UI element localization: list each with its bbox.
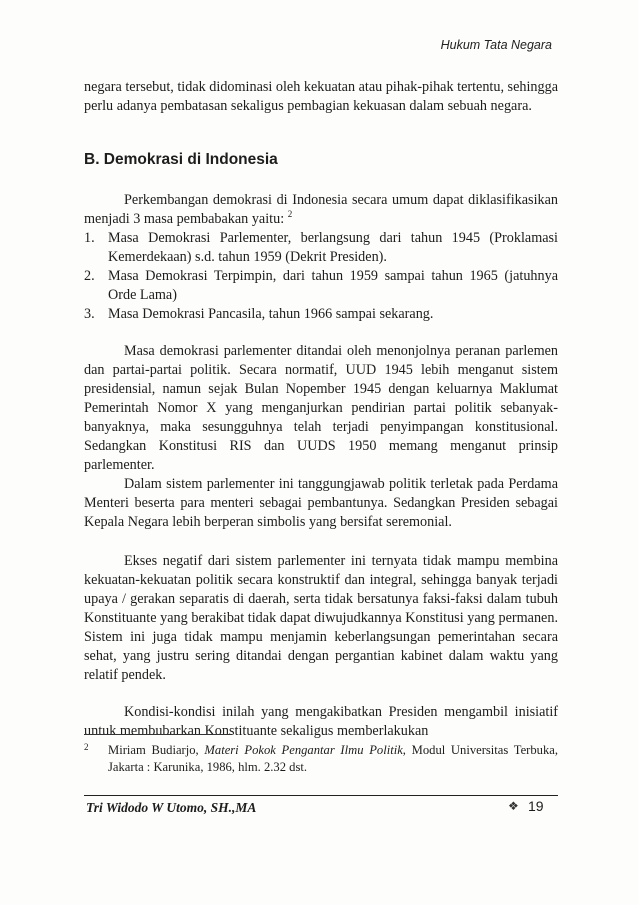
footnote-author: Miriam Budiarjo, bbox=[108, 743, 205, 757]
footnote-title: Materi Pokok Pengantar Ilmu Politik bbox=[204, 743, 403, 757]
list-number: 2. bbox=[84, 268, 95, 284]
paragraph-text: Perkembangan demokrasi di Indonesia secara umum dapat diklasifikasikan menjadi 3 masa pembabakan yaitu: bbox=[84, 192, 558, 227]
running-header: Hukum Tata Negara bbox=[440, 38, 552, 52]
democracy-periods-list bbox=[84, 229, 558, 324]
list-item bbox=[84, 229, 558, 267]
footnote-publication: , Modul Universitas Terbuka, Jakarta : Karunika, 1986, hlm. 2.32 dst. bbox=[108, 743, 558, 774]
section-heading: B. Demokrasi di Indonesia bbox=[84, 151, 278, 168]
paragraph-responsibility: Dalam sistem parlementer ini tanggungjawab politik terletak pada Perdama Menteri beserta para menteri sebagai pembantunya. Sedangkan Presiden sebagai Kepala Negara lebih berperan simbolis yang bersifat seremonial. bbox=[84, 476, 558, 530]
list-item bbox=[84, 305, 558, 324]
paragraph-conditions: Kondisi-kondisi inilah yang mengakibatkan Presiden mengambil inisiatif untuk membubarkan Konstituante sekaligus memberlakukan bbox=[84, 704, 558, 739]
footnote-mark: 2 bbox=[84, 742, 89, 752]
list-number: 1. bbox=[84, 230, 95, 246]
paragraph-parliamentary: Masa demokrasi parlementer ditandai oleh menonjolnya peranan parlemen dan partai-partai politik. Secara normatif, UUD 1945 lebih menganut sistem presidensial, namun sejak Bulan Nopember 1945 dengan keluarnya Maklumat Pemerintah Nomor X yang menganjurkan pendirian partai politik sebanyak-banyaknya, maka sesungguhnya telah terjadi penyimpangan konstitusional. Sedangkan Konstitusi RIS dan UUDS 1950 memang menganut prinsip parlementer. bbox=[84, 343, 558, 473]
paragraph-periods-intro bbox=[84, 191, 558, 229]
list-text: Masa Demokrasi Terpimpin, dari tahun 1959 sampai tahun 1965 (jatuhnya Orde Lama) bbox=[108, 268, 558, 303]
ornament-icon: ❖ bbox=[508, 799, 519, 813]
footer-author: Tri Widodo W Utomo, SH.,MA bbox=[86, 800, 257, 815]
list-item bbox=[84, 267, 558, 305]
footnote-text bbox=[84, 742, 558, 776]
footnote-reference: 2 bbox=[287, 209, 293, 219]
list-text: Masa Demokrasi Parlementer, berlangsung dari tahun 1945 (Proklamasi Kemerdekaan) s.d. tahun 1959 (Dekrit Presiden). bbox=[108, 230, 558, 265]
footer-divider bbox=[84, 795, 558, 796]
page-number: 19 bbox=[528, 798, 544, 814]
footnote bbox=[84, 742, 558, 776]
page-body bbox=[84, 78, 558, 741]
list-text: Masa Demokrasi Pancasila, tahun 1966 sampai sekarang. bbox=[108, 306, 434, 322]
list-number: 3. bbox=[84, 306, 95, 322]
intro-paragraph: negara tersebut, tidak didominasi oleh kekuatan atau pihak-pihak tertentu, sehingga perlu adanya pembatasan sekaligus pembagian kekuasan dalam sebuah negara. bbox=[84, 79, 558, 114]
paragraph-excesses: Ekses negatif dari sistem parlementer ini ternyata tidak mampu membina kekuatan-kekuatan politik secara konstruktif dan integral, sehingga banyak terjadi upaya / gerakan separatis di daerah, serta tidak bersatunya faksi-faksi dalam tubuh Konstituante yang berakibat tidak dapat diwujudkannya Konstitusi yang permanen. Sistem ini juga tidak mampu menjamin keberlangsungan pemerintahan secara sehat, yang justru sering ditandai dengan pergantian kabinet dalam waktu yang relatif pendek. bbox=[84, 553, 558, 683]
footnote-divider bbox=[84, 734, 232, 735]
